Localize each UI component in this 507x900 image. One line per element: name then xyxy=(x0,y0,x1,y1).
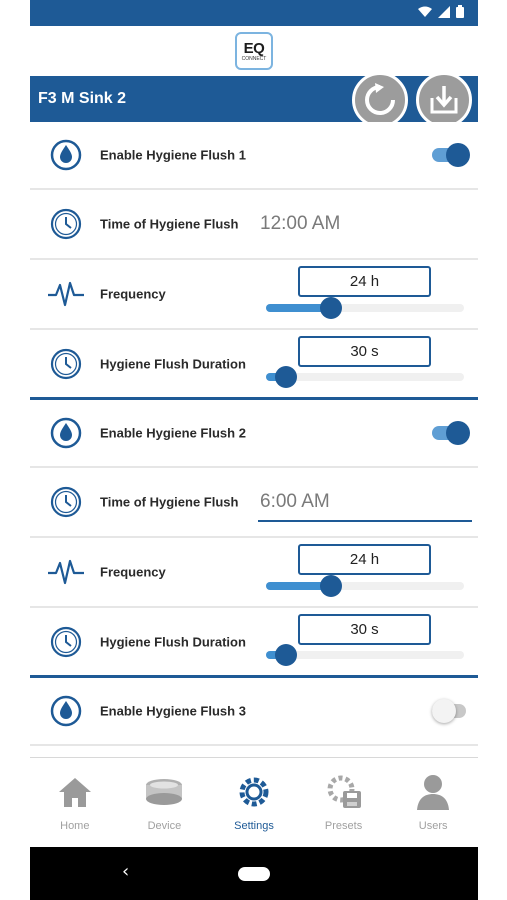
bottom-navigation xyxy=(30,757,478,847)
wifi-icon xyxy=(418,6,432,18)
pulse-icon xyxy=(48,554,84,590)
nav-item-home[interactable] xyxy=(30,758,120,847)
water-drop-icon xyxy=(48,693,84,729)
eq-connect-logo xyxy=(235,32,273,70)
system-back-button[interactable]: ‹ xyxy=(122,861,130,882)
setting-label: Hygiene Flush Duration xyxy=(100,356,246,371)
logo-subtext: CONNECT xyxy=(241,55,267,62)
value-input-box[interactable]: 30 s xyxy=(298,614,431,645)
value-input-box[interactable]: 24 h xyxy=(298,266,431,297)
nav-label: Presets xyxy=(324,820,363,832)
nav-item-users[interactable] xyxy=(388,758,478,847)
setting-label: Frequency xyxy=(100,286,166,302)
download-button[interactable] xyxy=(416,72,472,128)
clock-icon xyxy=(48,484,84,520)
value-slider[interactable] xyxy=(266,366,464,388)
settings-row-toggle xyxy=(30,678,478,746)
slider-thumb[interactable] xyxy=(275,644,297,666)
nav-label: Device xyxy=(147,820,182,832)
hygiene-flush-toggle[interactable] xyxy=(432,699,470,723)
presets-icon xyxy=(325,772,363,812)
app-screen xyxy=(30,0,478,900)
setting-label: Time of Hygiene Flush xyxy=(100,216,239,232)
value-slider[interactable] xyxy=(266,297,464,319)
setting-label: Enable Hygiene Flush 1 xyxy=(100,147,246,163)
value-input-box[interactable]: 24 h xyxy=(298,544,431,575)
status-icons xyxy=(418,5,464,18)
status-bar xyxy=(30,0,478,26)
clock-icon xyxy=(48,346,84,382)
refresh-icon xyxy=(363,83,397,117)
value-slider[interactable] xyxy=(266,644,464,666)
setting-label: Time of Hygiene Flush xyxy=(100,494,239,510)
value-slider[interactable] xyxy=(266,575,464,597)
pulse-icon xyxy=(48,276,84,312)
hygiene-flush-toggle[interactable] xyxy=(432,143,470,167)
slider-thumb[interactable] xyxy=(275,366,297,388)
nav-item-settings[interactable] xyxy=(209,758,299,847)
nav-item-device[interactable] xyxy=(120,758,210,847)
settings-row-slider xyxy=(30,260,478,330)
hygiene-flush-toggle[interactable] xyxy=(432,421,470,445)
device-title-bar xyxy=(30,76,478,122)
battery-icon xyxy=(456,5,464,18)
settings-row-time xyxy=(30,468,478,538)
app-header xyxy=(30,26,478,76)
signal-icon xyxy=(438,6,450,18)
settings-row-slider xyxy=(30,330,478,400)
settings-list xyxy=(30,122,478,746)
nav-label: Settings xyxy=(234,820,274,832)
nav-item-presets[interactable] xyxy=(299,758,389,847)
value-input-box[interactable]: 30 s xyxy=(298,336,431,367)
slider-thumb[interactable] xyxy=(320,297,342,319)
nav-label: Home xyxy=(60,820,90,832)
clock-icon xyxy=(48,206,84,242)
time-field-underline xyxy=(258,520,472,522)
device-icon xyxy=(144,772,184,812)
slider-thumb[interactable] xyxy=(320,575,342,597)
setting-label: Enable Hygiene Flush 2 xyxy=(100,425,246,441)
settings-row-toggle xyxy=(30,400,478,468)
settings-row-toggle xyxy=(30,122,478,190)
refresh-button[interactable] xyxy=(352,72,408,128)
download-icon xyxy=(428,84,460,116)
water-drop-icon xyxy=(48,137,84,173)
system-navigation-bar xyxy=(30,847,478,900)
toggle-thumb xyxy=(446,421,470,445)
toggle-thumb xyxy=(432,699,456,723)
home-icon xyxy=(58,772,92,812)
setting-label: Enable Hygiene Flush 3 xyxy=(100,703,246,719)
time-picker-value[interactable]: 6:00 AM xyxy=(260,491,330,512)
logo-text: EQ xyxy=(243,39,265,57)
water-drop-icon xyxy=(48,415,84,451)
settings-row-slider xyxy=(30,538,478,608)
system-home-button[interactable] xyxy=(238,867,270,881)
settings-row-slider xyxy=(30,608,478,678)
setting-label: Hygiene Flush Duration xyxy=(100,634,246,649)
setting-label: Frequency xyxy=(100,564,166,580)
toggle-thumb xyxy=(446,143,470,167)
device-title: F3 M Sink 2 xyxy=(38,90,127,107)
nav-label: Users xyxy=(418,820,448,832)
settings-row-time xyxy=(30,190,478,260)
settings-icon xyxy=(236,772,272,812)
clock-icon xyxy=(48,624,84,660)
time-picker-value[interactable]: 12:00 AM xyxy=(260,213,341,234)
users-icon xyxy=(416,772,450,812)
